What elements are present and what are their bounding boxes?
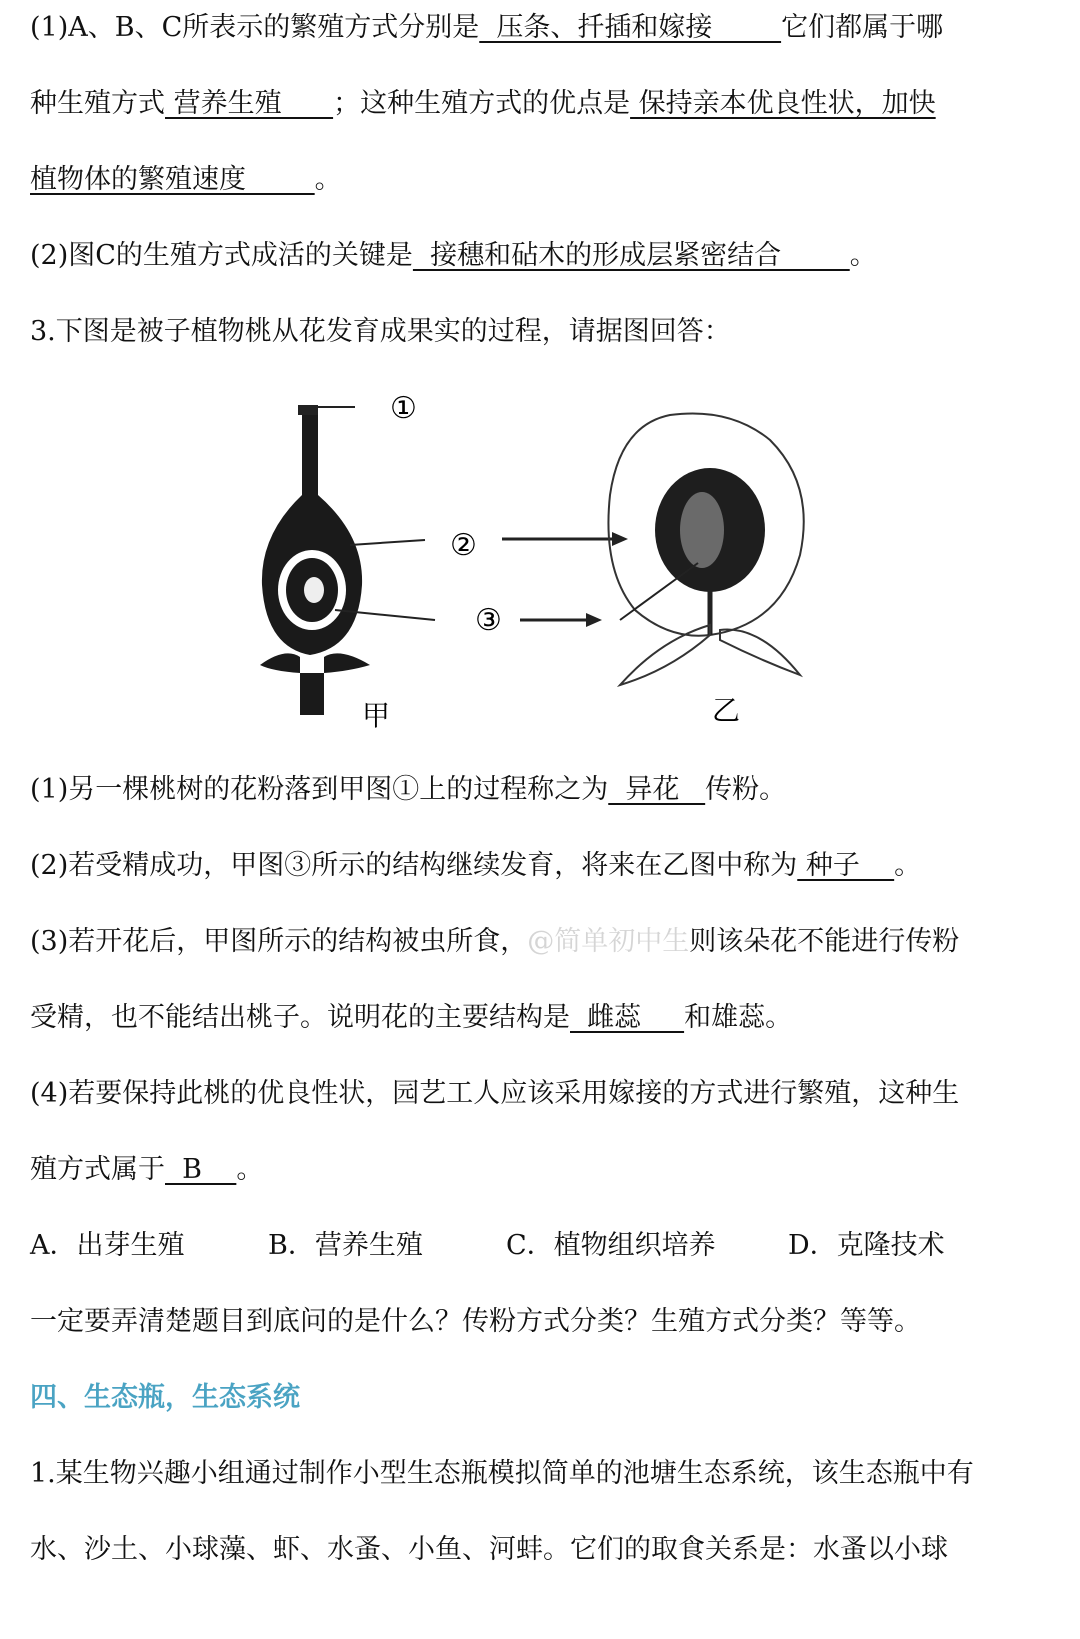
arrow-head-icon: [586, 613, 602, 627]
arrow-head-icon: [612, 532, 628, 546]
q3-sub-3-cont: 受精，也不能结出桃子。说明花的主要结构是 雌蕊 和雄蕊。: [30, 1002, 793, 1033]
answer-blank: 营养生殖: [165, 88, 334, 119]
section-q1-line-2: 水、沙土、小球藻、虾、水蚤、小鱼、河蚌。它们的取食关系是：水蚤以小球: [30, 1534, 948, 1565]
answer-blank: 保持亲本优良性状，加快: [630, 88, 936, 119]
q3-intro: 3.下图是被子植物桃从花发育成果实的过程，请据图回答：: [30, 316, 731, 347]
label-3: ③: [475, 603, 502, 638]
watermark: @简单初中生: [527, 926, 690, 957]
caption-left: 甲: [362, 699, 391, 730]
answer-blank: 接穗和砧木的形成层紧密结合: [412, 240, 850, 271]
q3-sub-3: (3)若开花后，甲图所示的结构被虫所食，@简单初中生则该朵花不能进行传粉: [30, 926, 960, 957]
q3-sub-4: (4)若要保持此桃的优良性状，园艺工人应该采用嫁接的方式进行繁殖，这种生: [30, 1078, 960, 1109]
caption-right: 乙: [712, 694, 741, 727]
answer-blank: B: [165, 1154, 237, 1185]
option-d: D．克隆技术: [788, 1230, 945, 1261]
q2-line-4: (2)图C的生殖方式成活的关键是 接穗和砧木的形成层紧密结合 。: [30, 240, 877, 271]
answer-blank: 压条、扦插和嫁接: [479, 12, 782, 43]
option-c: C．植物组织培养: [506, 1230, 716, 1261]
tip-text: 一定要弄清楚题目到底问的是什么？传粉方式分类？生殖方式分类？等等。: [30, 1306, 921, 1337]
q3-sub-1: (1)另一棵桃树的花粉落到甲图①上的过程称之为 异花 传粉。: [30, 774, 787, 805]
option-a: A．出芽生殖: [30, 1230, 185, 1261]
label-2: ②: [450, 528, 477, 563]
label-1: ①: [390, 391, 417, 426]
answer-blank: 种子: [797, 850, 895, 881]
q2-line-3: 植物体的繁殖速度 。: [30, 164, 342, 195]
q3-options: [30, 1226, 1060, 1266]
peach-fruit-diagram: [608, 413, 803, 685]
q2-line-1: (1)A、B、C所表示的繁殖方式分别是 压条、扦插和嫁接 它们都属于哪: [30, 12, 944, 43]
section-heading: 四、生态瓶，生态系统: [30, 1382, 300, 1413]
flower-to-fruit-figure: [240, 385, 820, 730]
q3-sub-2: (2)若受精成功，甲图③所示的结构继续发育，将来在乙图中称为 种子 。: [30, 850, 922, 881]
answer-blank: 异花: [608, 774, 706, 805]
section-q1-line-1: 1.某生物兴趣小组通过制作小型生态瓶模拟简单的池塘生态系统，该生态瓶中有: [30, 1458, 974, 1489]
answer-blank: 植物体的繁殖速度: [30, 164, 315, 195]
q3-sub-4-cont: 殖方式属于 B 。: [30, 1154, 264, 1185]
option-b: B．营养生殖: [268, 1230, 423, 1261]
q2-line-2: 种生殖方式 营养生殖 ；这种生殖方式的优点是 保持亲本优良性状，加快: [30, 88, 936, 119]
pistil-diagram: [260, 405, 435, 715]
answer-blank: 雌蕊: [570, 1002, 685, 1033]
